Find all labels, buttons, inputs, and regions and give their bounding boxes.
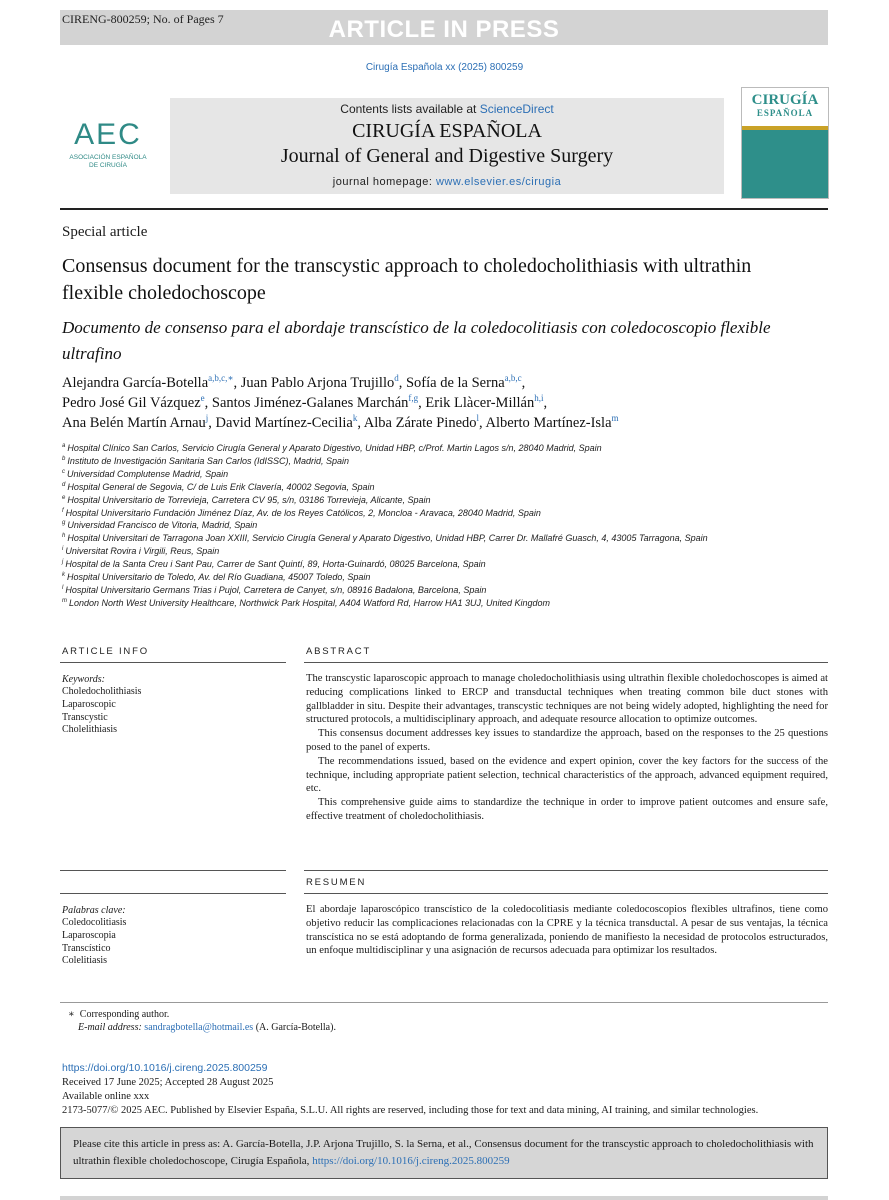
author-affiliation-sup[interactable]: e	[200, 393, 205, 404]
affiliation-key: l	[62, 584, 64, 591]
author-separator: ,	[398, 375, 406, 391]
author-affiliation-sup[interactable]: f,g	[408, 393, 419, 404]
affiliation-key: k	[62, 572, 65, 579]
author-affiliation-sup[interactable]: d	[394, 373, 399, 384]
author-affiliation-sup[interactable]: a,b,c,∗	[208, 373, 234, 384]
resumen-body: El abordaje laparoscópico transcístico de la coledocolitiasis mediante coledocoscopios flexibles ultrafinos, tiene como objetivo reducir las complicaciones relacionadas con la CPRE y la técnica transductal. A pesar de sus ventajas, la técnica transcística no se está adoptando de forma generalizada, poniendo de manifiesto la necesidad de protocolos estructurados, un enfoque multidisciplinar y una asignación de recursos adecuada para optimizar los resultados.	[306, 904, 828, 957]
affiliation-item	[62, 597, 842, 610]
resumen-rule	[304, 893, 828, 894]
citation-doi-link[interactable]: https://doi.org/10.1016/j.cireng.2025.800259	[312, 1155, 510, 1167]
author-name[interactable]: Juan Pablo Arjona Trujillo	[240, 375, 395, 391]
affiliation-text: Instituto de Investigación Sanitaria San Carlos (IdISSC), Madrid, Spain	[67, 455, 349, 466]
footnote-rule	[60, 1002, 828, 1003]
society-name-line2: DE CIRUGÍA	[89, 162, 127, 169]
palabras-clave-label: Palabras clave:	[62, 905, 126, 916]
journal-homepage-line	[170, 176, 724, 188]
abstract-rule	[304, 662, 828, 663]
author-name[interactable]: Pedro José Gil Vázquez	[62, 395, 201, 411]
author-affiliation-sup[interactable]: a,b,c	[504, 373, 522, 384]
affiliation-item	[62, 455, 842, 468]
author-name[interactable]: Sofía de la Serna	[405, 375, 505, 391]
doi-link[interactable]: https://doi.org/10.1016/j.cireng.2025.800259	[62, 1062, 268, 1074]
affiliations	[62, 442, 842, 610]
resumen-heading: RESUMEN	[306, 877, 367, 888]
keywords-label: Keywords:	[62, 674, 105, 685]
journal-reference-link[interactable]: Cirugía Española xx (2025) 800259	[365, 62, 524, 73]
author-affiliation-sup[interactable]: l	[476, 413, 480, 424]
journal-title: CIRUGÍA ESPAÑOLA	[352, 120, 542, 142]
keyword-item: Cholelithiasis	[62, 724, 117, 736]
palabra-item: Transcístico	[62, 942, 111, 954]
author-list	[62, 373, 832, 433]
society-name-line1: ASOCIACIÓN ESPAÑOLA	[69, 154, 147, 161]
article-type: Special article	[62, 224, 148, 240]
author-name[interactable]: Ana Belén Martín Arnau	[62, 415, 206, 431]
affiliation-key: b	[62, 455, 66, 462]
affiliation-item	[62, 584, 842, 597]
journal-subtitle: Journal of General and Digestive Surgery	[280, 145, 614, 167]
affiliation-key: e	[62, 494, 66, 501]
email-link[interactable]: sandragbotella@hotmail.es	[144, 1022, 254, 1033]
affiliation-item	[62, 558, 842, 571]
affiliation-key: h	[62, 533, 66, 540]
abstract-heading: ABSTRACT	[306, 646, 372, 657]
article-info-heading: ARTICLE INFO	[62, 646, 149, 657]
affiliation-text: London North West University Healthcare, Northwick Park Hospital, A404 Watford Rd, Harrow HA1 3UJ, United Kingdom	[69, 597, 551, 608]
affiliation-text: Hospital Universitario Germans Trias i Pujol, Carretera de Canyet, s/n, 08916 Badalona, Barcelona, Spain	[65, 584, 487, 595]
affiliation-key: d	[62, 481, 66, 488]
cover-title-2: ESPAÑOLA	[756, 108, 814, 118]
affiliation-text: Hospital Universitario Fundación Jiménez Díaz, Av. de los Reyes Católicos, 2, Moncloa - Aravaca, 28040 Madrid, Spain	[65, 507, 541, 518]
author-affiliation-sup[interactable]: m	[611, 413, 619, 424]
affiliation-text: Universidad Francisco de Vitoria, Madrid, Spain	[67, 520, 258, 531]
affiliation-key: a	[62, 443, 66, 449]
palabra-item: Coledocolitiasis	[62, 917, 127, 928]
palabra-item: Colelitiasis	[62, 955, 107, 967]
affiliation-item	[62, 507, 842, 520]
abstract-paragraph: The recommendations issued, based on the evidence and expert opinion, cover the key factors for the success of the technique, including appropriate patient selection, technical characteristics of the approach, advanced equipment required, etc.	[306, 755, 828, 795]
author-separator: ,	[479, 415, 486, 431]
affiliation-key: i	[62, 546, 64, 553]
affiliation-text: Hospital de la Santa Creu i Sant Pau, Carrer de Sant Quintí, 89, Horta-Guinardó, 08025 Barcelona, Spain	[65, 559, 486, 570]
author-name[interactable]: Santos Jiménez-Galanes Marchán	[211, 395, 409, 411]
author-name[interactable]: Alejandra García-Botella	[62, 375, 209, 391]
affiliation-item	[62, 442, 842, 455]
affiliation-key: m	[62, 597, 67, 604]
homepage-prefix: journal homepage:	[332, 176, 436, 188]
email-note	[78, 1022, 336, 1033]
footnote-marker: ∗	[68, 1009, 75, 1020]
contents-prefix: Contents lists available at	[340, 102, 480, 116]
cover-header	[742, 88, 828, 126]
citation-text	[73, 1136, 818, 1170]
abstract-paragraph: The transcystic laparoscopic approach to manage choledocholithiasis using ultrathin flexible choledochoscopes is aimed at reducing complications linked to ERCP and transductal techniques when treating common bile duct stones with gallbladder in situ. Despite their advantages, transcystic techniques are not being widely adopted, highlighting the need for structured protocols, a multidisciplinary approach, and adequate resource allocation to optimize outcomes.	[306, 673, 828, 726]
article-in-press-banner: ARTICLE IN PRESS	[328, 16, 560, 43]
author-separator: ,	[233, 375, 241, 391]
author-name[interactable]: Alba Zárate Pinedo	[363, 415, 477, 431]
affiliation-text: Hospital Clínico San Carlos, Servicio Cirugía General y Aparato Digestivo, Unidad HBP, c/Prof. Martin Lagos s/n, 28040 Madrid, Spain	[67, 443, 602, 453]
citation-body: Please cite this article in press as: A. García-Botella, J.P. Arjona Trujillo, S. la Serna, et al., Consensus document for the transcystic approach to choledocholithiasis with ultrathin flexible choledochoscope, Cirugía Española,	[73, 1138, 814, 1167]
affiliation-item	[62, 545, 842, 558]
cover-stripe	[742, 126, 828, 130]
affiliation-text: Universitat Rovira i Virgili, Reus, Spain	[65, 546, 220, 557]
palabras-clave-list	[62, 917, 126, 968]
article-info-rule	[60, 662, 286, 663]
aec-logo-mark: AEC	[74, 118, 142, 151]
author-name[interactable]: Erik Llàcer-Millán	[425, 395, 535, 411]
affiliation-item	[62, 468, 842, 481]
affiliation-text: Hospital Universitario de Toledo, Av. del Río Guadiana, 45007 Toledo, Spain	[67, 572, 371, 583]
affiliation-key: g	[62, 520, 66, 527]
citation-box	[60, 1127, 828, 1179]
author-name[interactable]: Alberto Martínez-Isla	[485, 415, 612, 431]
palabras-rule	[60, 893, 286, 894]
aec-society-logo	[62, 120, 154, 170]
masthead-rule	[60, 208, 828, 210]
affiliation-text: Hospital Universitario de Torrevieja, Carretera CV 95, s/n, 03186 Torrevieja, Alicante, Spain	[67, 494, 431, 505]
keyword-item: Transcystic	[62, 711, 108, 723]
manuscript-id: CIRENG-800259; No. of Pages 7	[62, 12, 224, 26]
cover-title-1: CIRUGÍA	[751, 92, 819, 108]
sciencedirect-link[interactable]: ScienceDirect	[479, 102, 554, 116]
author-affiliation-sup[interactable]: k	[352, 413, 358, 424]
affiliation-item	[62, 532, 842, 545]
abstract-paragraph: This consensus document addresses key issues to standardize the approach, based on the responses to the 25 questions posed to the panel of experts.	[306, 728, 828, 753]
journal-masthead	[170, 98, 724, 194]
corresponding-author-note	[68, 1009, 169, 1020]
author-name[interactable]: David Martínez-Cecilia	[215, 415, 353, 431]
article-title-english: Consensus document for the transcystic approach to choledocholithiasis with ultrathin flexible choledochoscope	[62, 255, 752, 304]
corresponding-author-text: Corresponding author.	[79, 1009, 170, 1020]
affiliation-text: Universidad Complutense Madrid, Spain	[67, 468, 229, 479]
email-label: E-mail address:	[78, 1022, 145, 1033]
received-accepted-dates: Received 17 June 2025; Accepted 28 August 2025	[62, 1077, 274, 1088]
author-separator: ,	[543, 395, 548, 411]
affiliation-text: Hospital Universitari de Tarragona Joan XXIII, Servicio Cirugía General y Aparato Digestivo, Unidad HBP, Carrer Dr. Mallafré Guasch, 4, 43005 Tarragona, Spain	[67, 533, 708, 544]
author-separator: ,	[204, 395, 212, 411]
author-affiliation-sup[interactable]: h,i	[534, 393, 544, 404]
journal-cover-thumbnail	[741, 87, 829, 199]
author-separator: ,	[418, 395, 426, 411]
affiliation-item	[62, 481, 842, 494]
affiliation-text: Hospital General de Segovia, C/ de Luis Erik Clavería, 40002 Segovia, Spain	[67, 481, 375, 492]
affiliation-item	[62, 494, 842, 507]
contents-lists-line	[170, 102, 724, 116]
author-separator: ,	[521, 375, 526, 391]
section-divider-left	[60, 870, 286, 871]
article-title-spanish: Documento de consenso para el abordaje transcístico de la coledocolitiasis con coledocoscopio flexible ultrafino	[62, 318, 771, 363]
author-separator: ,	[357, 415, 364, 431]
palabra-item: Laparoscopia	[62, 929, 116, 941]
abstract-body	[306, 672, 828, 824]
email-suffix: (A. García-Botella).	[253, 1022, 336, 1033]
affiliation-item	[62, 571, 842, 584]
keywords-list	[62, 686, 141, 737]
homepage-link[interactable]: www.elsevier.es/cirugia	[435, 176, 562, 188]
next-page-edge	[60, 1196, 828, 1200]
affiliation-key: c	[62, 468, 65, 475]
affiliation-item	[62, 519, 842, 532]
author-affiliation-sup[interactable]: j	[205, 413, 209, 424]
section-divider-right	[304, 870, 828, 871]
affiliation-key: f	[62, 507, 64, 514]
copyright-line: 2173-5077/© 2025 AEC. Published by Elsevier España, S.L.U. All rights are reserved, including those for text and data mining, AI training, and similar technologies.	[62, 1105, 759, 1116]
keyword-item: Laparoscopic	[62, 698, 116, 710]
affiliation-key: j	[62, 559, 64, 566]
available-online: Available online xxx	[62, 1091, 150, 1102]
keyword-item: Choledocholithiasis	[62, 686, 142, 697]
author-separator: ,	[208, 415, 216, 431]
abstract-paragraph: This comprehensive guide aims to standardize the technique in order to improve patient outcomes and ensure safe, effective treatment of choledocholithiasis.	[306, 797, 828, 822]
